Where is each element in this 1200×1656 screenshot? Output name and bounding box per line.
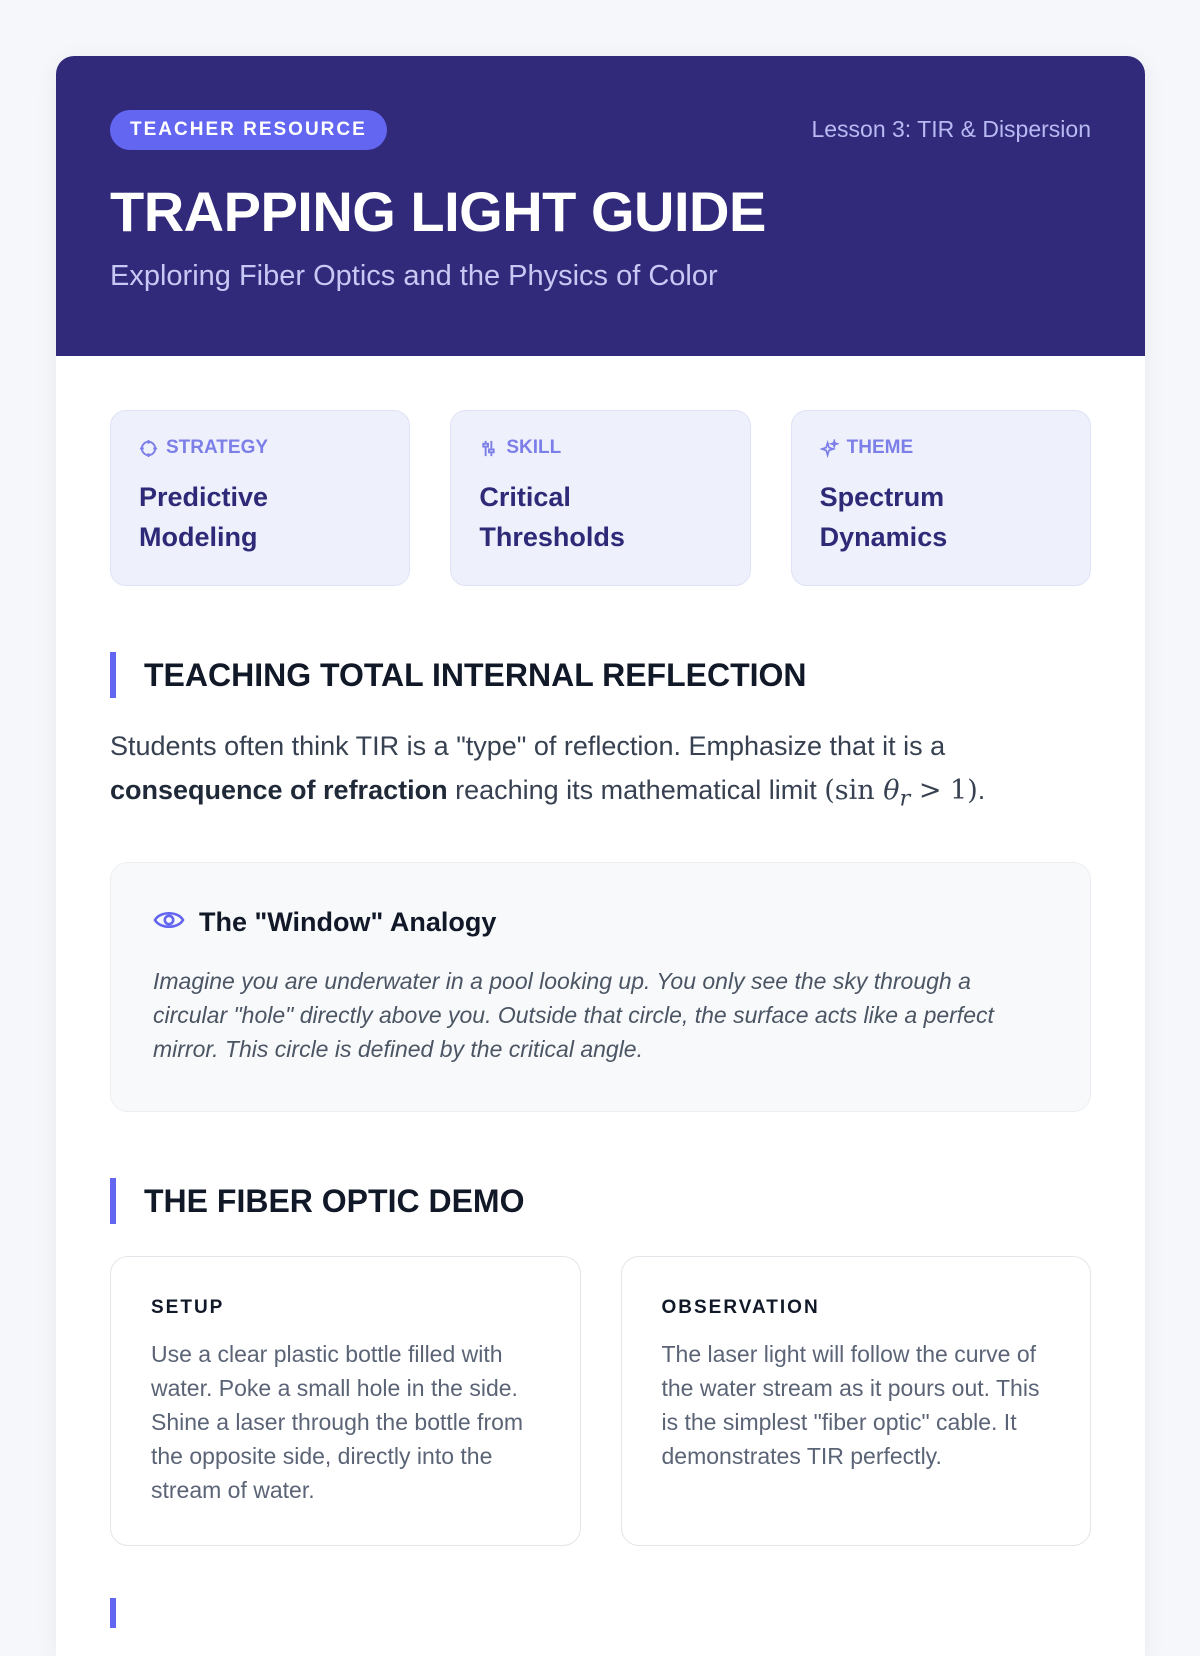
sliders-icon: [479, 439, 498, 458]
section-heading-demo: [110, 1178, 1091, 1224]
next-section-accent-bar: [110, 1598, 116, 1628]
window-analogy-callout: [110, 862, 1091, 1112]
analogy-title: The "Window" Analogy: [199, 907, 497, 938]
tag-cards: [110, 410, 1091, 586]
header-banner: [56, 56, 1145, 356]
demo-cards: [110, 1256, 1091, 1546]
eye-icon: [153, 908, 185, 937]
math-expression: (sin $\theta_r > 1$): [824, 775, 978, 812]
guide-page: [56, 56, 1145, 1656]
sparkles-icon: [820, 439, 839, 458]
tag-label: THEME: [846, 437, 914, 458]
tag-value: Predictive Modeling: [139, 482, 269, 552]
lesson-label: Lesson 3: TIR & Dispersion: [811, 116, 1091, 142]
emphasis-text: consequence of refraction: [110, 775, 448, 805]
section-title: THE FIBER OPTIC DEMO: [144, 1182, 525, 1219]
observation-card: [621, 1256, 1092, 1546]
tag-value: Spectrum Dynamics: [819, 482, 948, 552]
tag-card-strategy: [110, 410, 410, 586]
tag-card-theme: [791, 410, 1091, 586]
page-title: TRAPPING LIGHT GUIDE: [110, 180, 766, 243]
analogy-text: Imagine you are underwater in a pool looking up. You only see the sky through a circular "hole" directly above you. Outside that circle, the surface acts like a perfect mirror. This circle is defined by the critical angle.: [153, 968, 994, 1063]
tag-label: STRATEGY: [166, 437, 269, 458]
tag-card-skill: [450, 410, 750, 586]
section-accent-bar: [110, 652, 116, 698]
section-heading-tir: [110, 652, 1091, 698]
setup-card: [110, 1256, 581, 1546]
target-icon: [139, 439, 158, 458]
tir-paragraph: Students often think TIR is a "type" of reflection. Emphasize that it is a consequence of refraction reaching its mathematical limit (sin $\theta_r > 1$).: [110, 731, 986, 812]
tag-value: Critical Thresholds: [479, 482, 625, 552]
main-content: [56, 356, 1145, 1546]
card-text: The laser light will follow the curve of the water stream as it pours out. This is the simplest "fiber optic" cable. It demonstrates TIR perfectly.: [661, 1341, 1040, 1470]
section-title: TEACHING TOTAL INTERNAL REFLECTION: [144, 656, 807, 693]
tag-label: SKILL: [506, 437, 562, 458]
card-label: OBSERVATION: [661, 1297, 820, 1319]
teacher-resource-badge: TEACHER RESOURCE: [110, 110, 387, 150]
card-text: Use a clear plastic bottle filled with water. Poke a small hole in the side. Shine a laser through the bottle from the opposite side, directly into the stream of water.: [151, 1341, 524, 1504]
card-label: SETUP: [151, 1297, 225, 1319]
section-accent-bar: [110, 1178, 116, 1224]
page-subtitle: Exploring Fiber Optics and the Physics of Color: [110, 260, 718, 292]
